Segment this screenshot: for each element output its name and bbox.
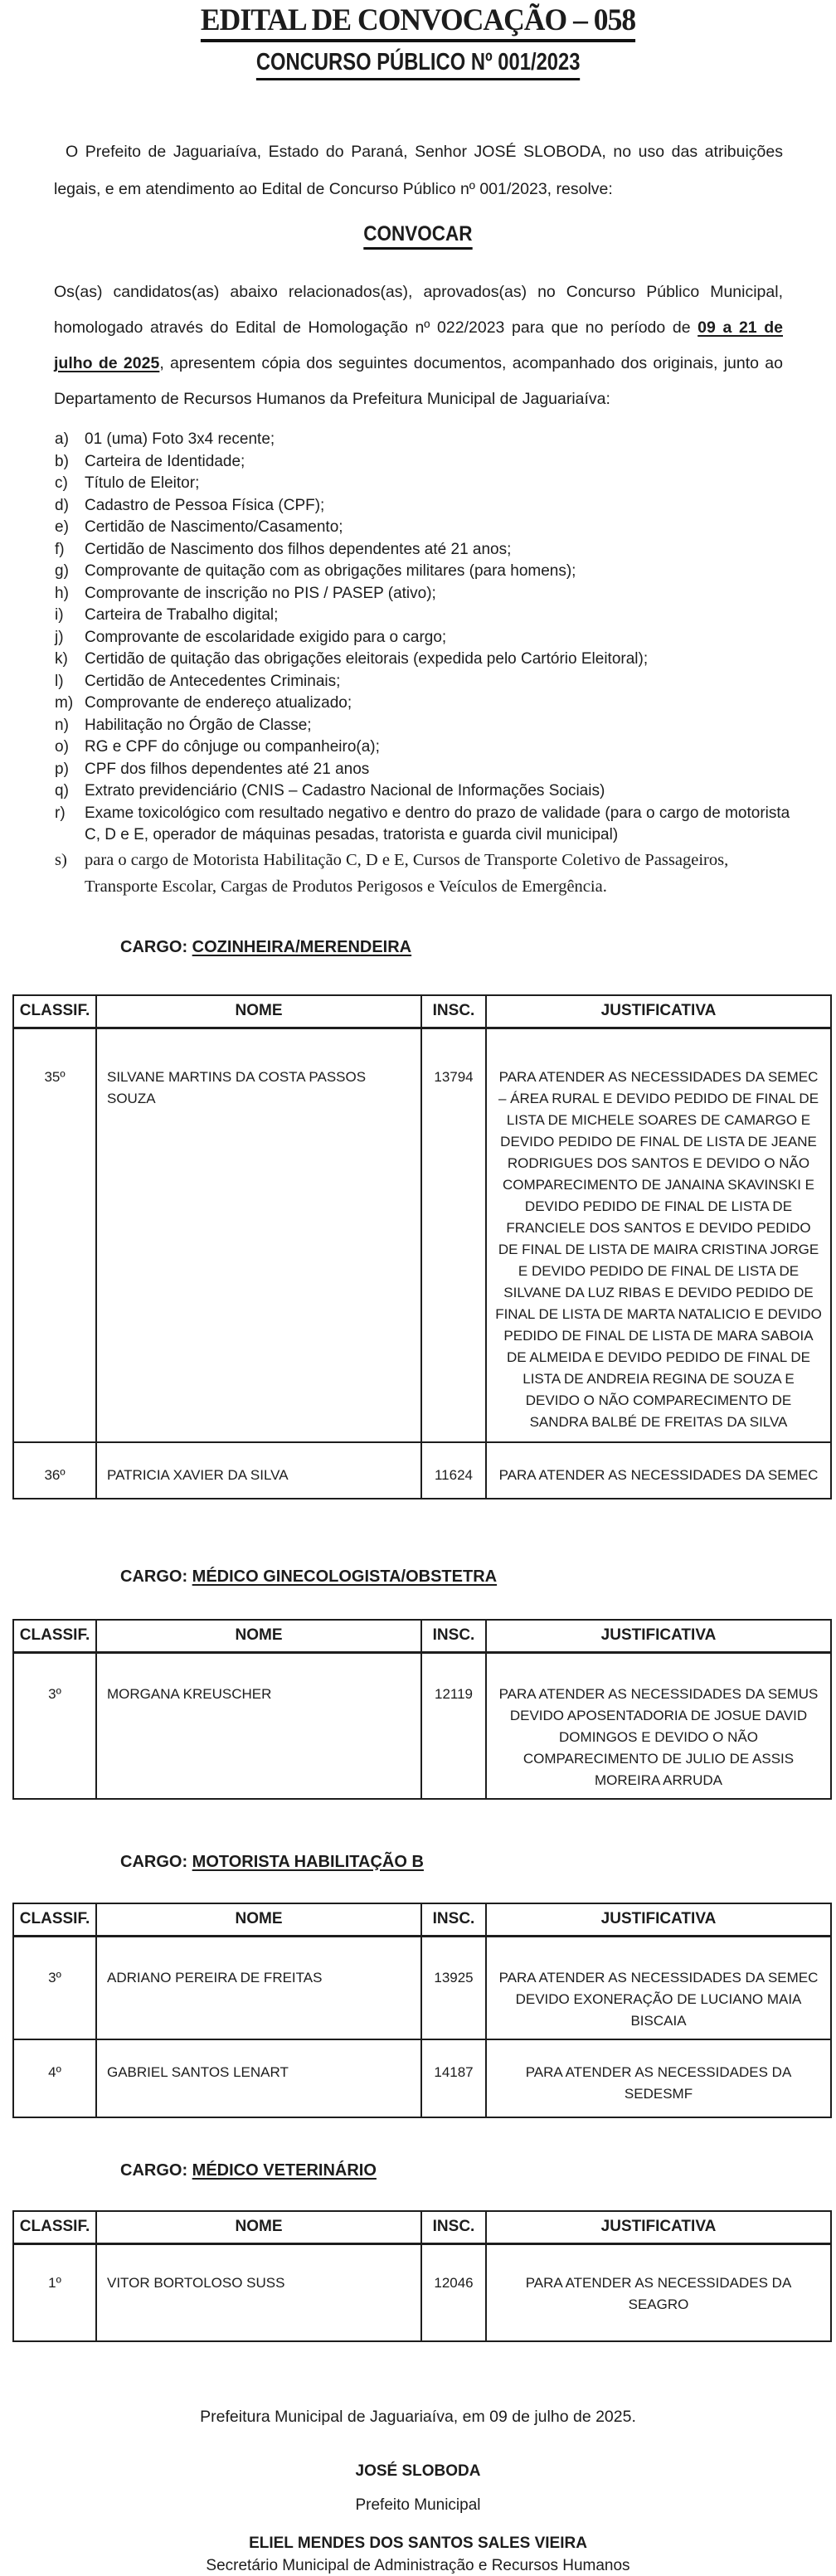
list-item bbox=[55, 583, 803, 605]
cell-justificativa: PARA ATENDER AS NECESSIDADES DA SEMUS DEVIDO APOSENTADORIA DE JOSUE DAVID DOMINGOS E DEVIDO O NÃO COMPARECIMENTO DE JULIO DE ASSIS MOREIRA ARRUDA bbox=[486, 1652, 831, 1799]
list-item bbox=[55, 671, 803, 693]
closing-line: Prefeitura Municipal de Jaguariaíva, em 09 de julho de 2025. bbox=[200, 2407, 636, 2426]
required-documents-list bbox=[55, 429, 803, 900]
list-item-text: Exame toxicológico com resultado negativo e dentro do prazo de validade (para o cargo de motorista C, D e E, operador de máquinas pesadas, tratorista e guarda civil municipal) bbox=[85, 804, 790, 843]
list-item-letter: r) bbox=[55, 804, 66, 822]
cell-classif: 3º bbox=[13, 1652, 96, 1799]
list-item bbox=[55, 649, 803, 671]
list-item-letter: h) bbox=[55, 584, 69, 602]
list-item bbox=[55, 561, 803, 583]
cargo-label: CARGO: bbox=[120, 1567, 188, 1586]
roster-table-ginecologista bbox=[12, 1619, 832, 1800]
table-row bbox=[13, 1442, 831, 1499]
signature-secretary-role: Secretário Municipal de Administração e Recursos Humanos bbox=[206, 2556, 630, 2574]
cell-classif: 1º bbox=[13, 2243, 96, 2341]
list-item bbox=[55, 605, 803, 627]
cargo-heading-ginecologista bbox=[120, 1566, 836, 1587]
list-item-letter: g) bbox=[55, 562, 69, 580]
signature-mayor-role: Prefeito Municipal bbox=[355, 2496, 481, 2514]
column-header-justificativa: JUSTIFICATIVA bbox=[486, 1620, 831, 1653]
list-item bbox=[55, 627, 803, 649]
column-header-insc: INSC. bbox=[421, 1620, 486, 1653]
cell-nome: MORGANA KREUSCHER bbox=[96, 1652, 421, 1799]
list-item-letter: j) bbox=[55, 628, 64, 646]
list-item bbox=[55, 517, 803, 539]
page-subtitle: CONCURSO PÚBLICO Nº 001/2023 bbox=[256, 49, 581, 80]
column-header-classif: CLASSIF. bbox=[13, 2211, 96, 2244]
cell-justificativa: PARA ATENDER AS NECESSIDADES DA SEMEC DEVIDO EXONERAÇÃO DE LUCIANO MAIA BISCAIA bbox=[486, 1936, 831, 2039]
table-row bbox=[13, 1936, 831, 2039]
cell-justificativa: PARA ATENDER AS NECESSIDADES DA SEDESMF bbox=[486, 2039, 831, 2117]
list-item-text: Carteira de Trabalho digital; bbox=[85, 606, 279, 624]
list-item-text: Comprovante de quitação com as obrigações militares (para homens); bbox=[85, 562, 576, 580]
list-item-text: Extrato previdenciário (CNIS – Cadastro Nacional de Informações Sociais) bbox=[85, 782, 605, 800]
column-header-insc: INSC. bbox=[421, 1903, 486, 1937]
cell-insc: 14187 bbox=[421, 2039, 486, 2117]
roster-table-cozinheira bbox=[12, 994, 832, 1499]
document-header bbox=[0, 0, 836, 80]
cargo-label: CARGO: bbox=[120, 937, 188, 956]
cell-nome: ADRIANO PEREIRA DE FREITAS bbox=[96, 1936, 421, 2039]
roster-table-veterinario bbox=[12, 2210, 832, 2342]
table-row bbox=[13, 1028, 831, 1442]
cell-justificativa: PARA ATENDER AS NECESSIDADES DA SEAGRO bbox=[486, 2243, 831, 2341]
list-item bbox=[55, 715, 803, 737]
list-item-letter: n) bbox=[55, 716, 69, 734]
cargo-name: MÉDICO VETERINÁRIO bbox=[192, 2160, 377, 2180]
list-item-letter: e) bbox=[55, 518, 69, 536]
table-header-row bbox=[13, 1620, 831, 1653]
list-item bbox=[55, 539, 803, 561]
table-row bbox=[13, 2243, 831, 2341]
list-item-text: CPF dos filhos dependentes até 21 anos bbox=[85, 760, 370, 778]
cell-justificativa: PARA ATENDER AS NECESSIDADES DA SEMEC – ÁREA RURAL E DEVIDO PEDIDO DE FINAL DE LISTA DE MICHELE SOARES DE CAMARGO E DEVIDO PEDIDO DE FINAL DE LISTA DE JEANE RODRIGUES DOS SANTOS E DEVIDO O NÃO COMPARECIMENTO DE JANAINA SKAVINSKI E DEVIDO PEDIDO DE FINAL DE LISTA DE FRANCIELE DOS SANTOS E DEVIDO PEDIDO DE FINAL DE LISTA DE MAIRA CRISTINA JORGE E DEVIDO PEDIDO DE FINAL DE LISTA DE SILVANE DA LUZ RIBAS E DEVIDO PEDIDO DE FINAL DE LISTA DE MARTA NATALICIO E DEVIDO PEDIDO DE FINAL DE LISTA DE MARA SABOIA DE ALMEIDA E DEVIDO PEDIDO DE FINAL DE LISTA DE ANDREIA REGINA DE SOUZA E DEVIDO O NÃO COMPARECIMENTO DE SANDRA BALBÉ DE FREITAS DA SILVA bbox=[486, 1028, 831, 1442]
cell-insc: 13925 bbox=[421, 1936, 486, 2039]
list-item-text: Certidão de Nascimento/Casamento; bbox=[85, 518, 343, 536]
table-header-row bbox=[13, 2211, 831, 2244]
list-item-text: Certidão de Nascimento dos filhos dependentes até 21 anos; bbox=[85, 540, 512, 558]
table-header-row bbox=[13, 995, 831, 1028]
column-header-classif: CLASSIF. bbox=[13, 1903, 96, 1937]
cell-classif: 35º bbox=[13, 1028, 96, 1442]
cell-nome: PATRICIA XAVIER DA SILVA bbox=[96, 1442, 421, 1499]
column-header-justificativa: JUSTIFICATIVA bbox=[486, 1903, 831, 1937]
cargo-name: MOTORISTA HABILITAÇÃO B bbox=[192, 1852, 424, 1871]
convocar-heading: CONVOCAR bbox=[363, 221, 472, 250]
list-item bbox=[55, 780, 803, 803]
cargo-label: CARGO: bbox=[120, 1852, 188, 1871]
signature-mayor-name: JOSÉ SLOBODA bbox=[355, 2462, 481, 2480]
list-item bbox=[55, 693, 803, 715]
body-paragraph-after: , apresentem cópia dos seguintes documentos, acompanhado dos originais, junto ao Departamento de Recursos Humanos da Prefeitura Municipal de Jaguariaíva: bbox=[54, 354, 783, 408]
column-header-classif: CLASSIF. bbox=[13, 1620, 96, 1653]
list-item-letter: p) bbox=[55, 760, 69, 778]
list-item-text: para o cargo de Motorista Habilitação C, D e E, Cursos de Transporte Coletivo de Passageiros, Transporte Escolar, Cargas de Produtos Perigosos e Veículos de Emergência. bbox=[85, 850, 729, 896]
cell-classif: 4º bbox=[13, 2039, 96, 2117]
signature-secretary-name: ELIEL MENDES DOS SANTOS SALES VIEIRA bbox=[249, 2534, 587, 2552]
list-item-text: Habilitação no Órgão de Classe; bbox=[85, 716, 312, 734]
list-item bbox=[55, 847, 803, 900]
list-item-text: Comprovante de escolaridade exigido para o cargo; bbox=[85, 628, 447, 646]
list-item-letter: k) bbox=[55, 650, 68, 668]
cell-insc: 12119 bbox=[421, 1652, 486, 1799]
list-item-letter: q) bbox=[55, 782, 69, 800]
cell-nome: GABRIEL SANTOS LENART bbox=[96, 2039, 421, 2117]
column-header-insc: INSC. bbox=[421, 995, 486, 1028]
cargo-label: CARGO: bbox=[120, 2160, 188, 2180]
body-paragraph bbox=[54, 275, 783, 417]
list-item-letter: o) bbox=[55, 738, 69, 756]
page-title: EDITAL DE CONVOCAÇÃO – 058 bbox=[201, 3, 635, 42]
list-item-text: 01 (uma) Foto 3x4 recente; bbox=[85, 430, 275, 448]
list-item-letter: f) bbox=[55, 540, 65, 558]
cell-nome: SILVANE MARTINS DA COSTA PASSOS SOUZA bbox=[96, 1028, 421, 1442]
list-item-text: Certidão de quitação das obrigações eleitorais (expedida pelo Cartório Eleitoral); bbox=[85, 650, 649, 668]
convocation-period-highlight: 09 a 21 de julho de 2025 bbox=[54, 318, 784, 372]
list-item-text: Cadastro de Pessoa Física (CPF); bbox=[85, 496, 325, 514]
table-header-row bbox=[13, 1903, 831, 1937]
list-item-letter: l) bbox=[55, 672, 64, 690]
list-item-letter: i) bbox=[55, 606, 64, 624]
list-item-letter: m) bbox=[55, 694, 74, 712]
list-item-text: RG e CPF do cônjuge ou companheiro(a); bbox=[85, 738, 380, 756]
cell-insc: 13794 bbox=[421, 1028, 486, 1442]
column-header-insc: INSC. bbox=[421, 2211, 486, 2244]
column-header-justificativa: JUSTIFICATIVA bbox=[486, 995, 831, 1028]
list-item-letter: c) bbox=[55, 474, 68, 492]
cargo-heading-veterinario bbox=[120, 2160, 836, 2181]
list-item bbox=[55, 803, 803, 847]
cargo-name: MÉDICO GINECOLOGISTA/OBSTETRA bbox=[192, 1567, 498, 1586]
intro-paragraph: O Prefeito de Jaguariaíva, Estado do Paraná, Senhor JOSÉ SLOBODA, no uso das atribuições legais, e em atendimento ao Edital de Concurso Público nº 001/2023, resolve: bbox=[54, 143, 783, 198]
list-item bbox=[55, 473, 803, 495]
list-item-letter: d) bbox=[55, 496, 69, 514]
table-row bbox=[13, 2039, 831, 2117]
cargo-heading-motorista-b bbox=[120, 1851, 836, 1873]
column-header-nome: NOME bbox=[96, 2211, 421, 2244]
list-item-text: Título de Eleitor; bbox=[85, 474, 200, 492]
list-item bbox=[55, 451, 803, 474]
list-item-letter: s) bbox=[55, 850, 67, 869]
cell-insc: 12046 bbox=[421, 2243, 486, 2341]
list-item-text: Comprovante de endereço atualizado; bbox=[85, 694, 352, 712]
roster-table-motorista-b bbox=[12, 1903, 832, 2118]
cell-nome: VITOR BORTOLOSO SUSS bbox=[96, 2243, 421, 2341]
list-item-text: Certidão de Antecedentes Criminais; bbox=[85, 672, 341, 690]
column-header-justificativa: JUSTIFICATIVA bbox=[486, 2211, 831, 2244]
cell-justificativa: PARA ATENDER AS NECESSIDADES DA SEMEC bbox=[486, 1442, 831, 1499]
list-item-text: Comprovante de inscrição no PIS / PASEP (ativo); bbox=[85, 584, 436, 602]
cargo-name: COZINHEIRA/MERENDEIRA bbox=[192, 937, 412, 956]
column-header-nome: NOME bbox=[96, 1903, 421, 1937]
body-paragraph-before: Os(as) candidatos(as) abaixo relacionados(as), aprovados(as) no Concurso Público Municipal, homologado através do Edital de Homologação nº 022/2023 para que no período de bbox=[54, 283, 783, 337]
cargo-heading-cozinheira bbox=[120, 936, 836, 958]
list-item bbox=[55, 736, 803, 759]
list-item-text: Carteira de Identidade; bbox=[85, 452, 245, 470]
list-item bbox=[55, 759, 803, 781]
column-header-nome: NOME bbox=[96, 995, 421, 1028]
list-item bbox=[55, 429, 803, 451]
table-row bbox=[13, 1652, 831, 1799]
list-item-letter: b) bbox=[55, 452, 69, 470]
list-item-letter: a) bbox=[55, 430, 69, 448]
column-header-nome: NOME bbox=[96, 1620, 421, 1653]
cell-classif: 36º bbox=[13, 1442, 96, 1499]
column-header-classif: CLASSIF. bbox=[13, 995, 96, 1028]
cell-insc: 11624 bbox=[421, 1442, 486, 1499]
list-item bbox=[55, 495, 803, 518]
cell-classif: 3º bbox=[13, 1936, 96, 2039]
